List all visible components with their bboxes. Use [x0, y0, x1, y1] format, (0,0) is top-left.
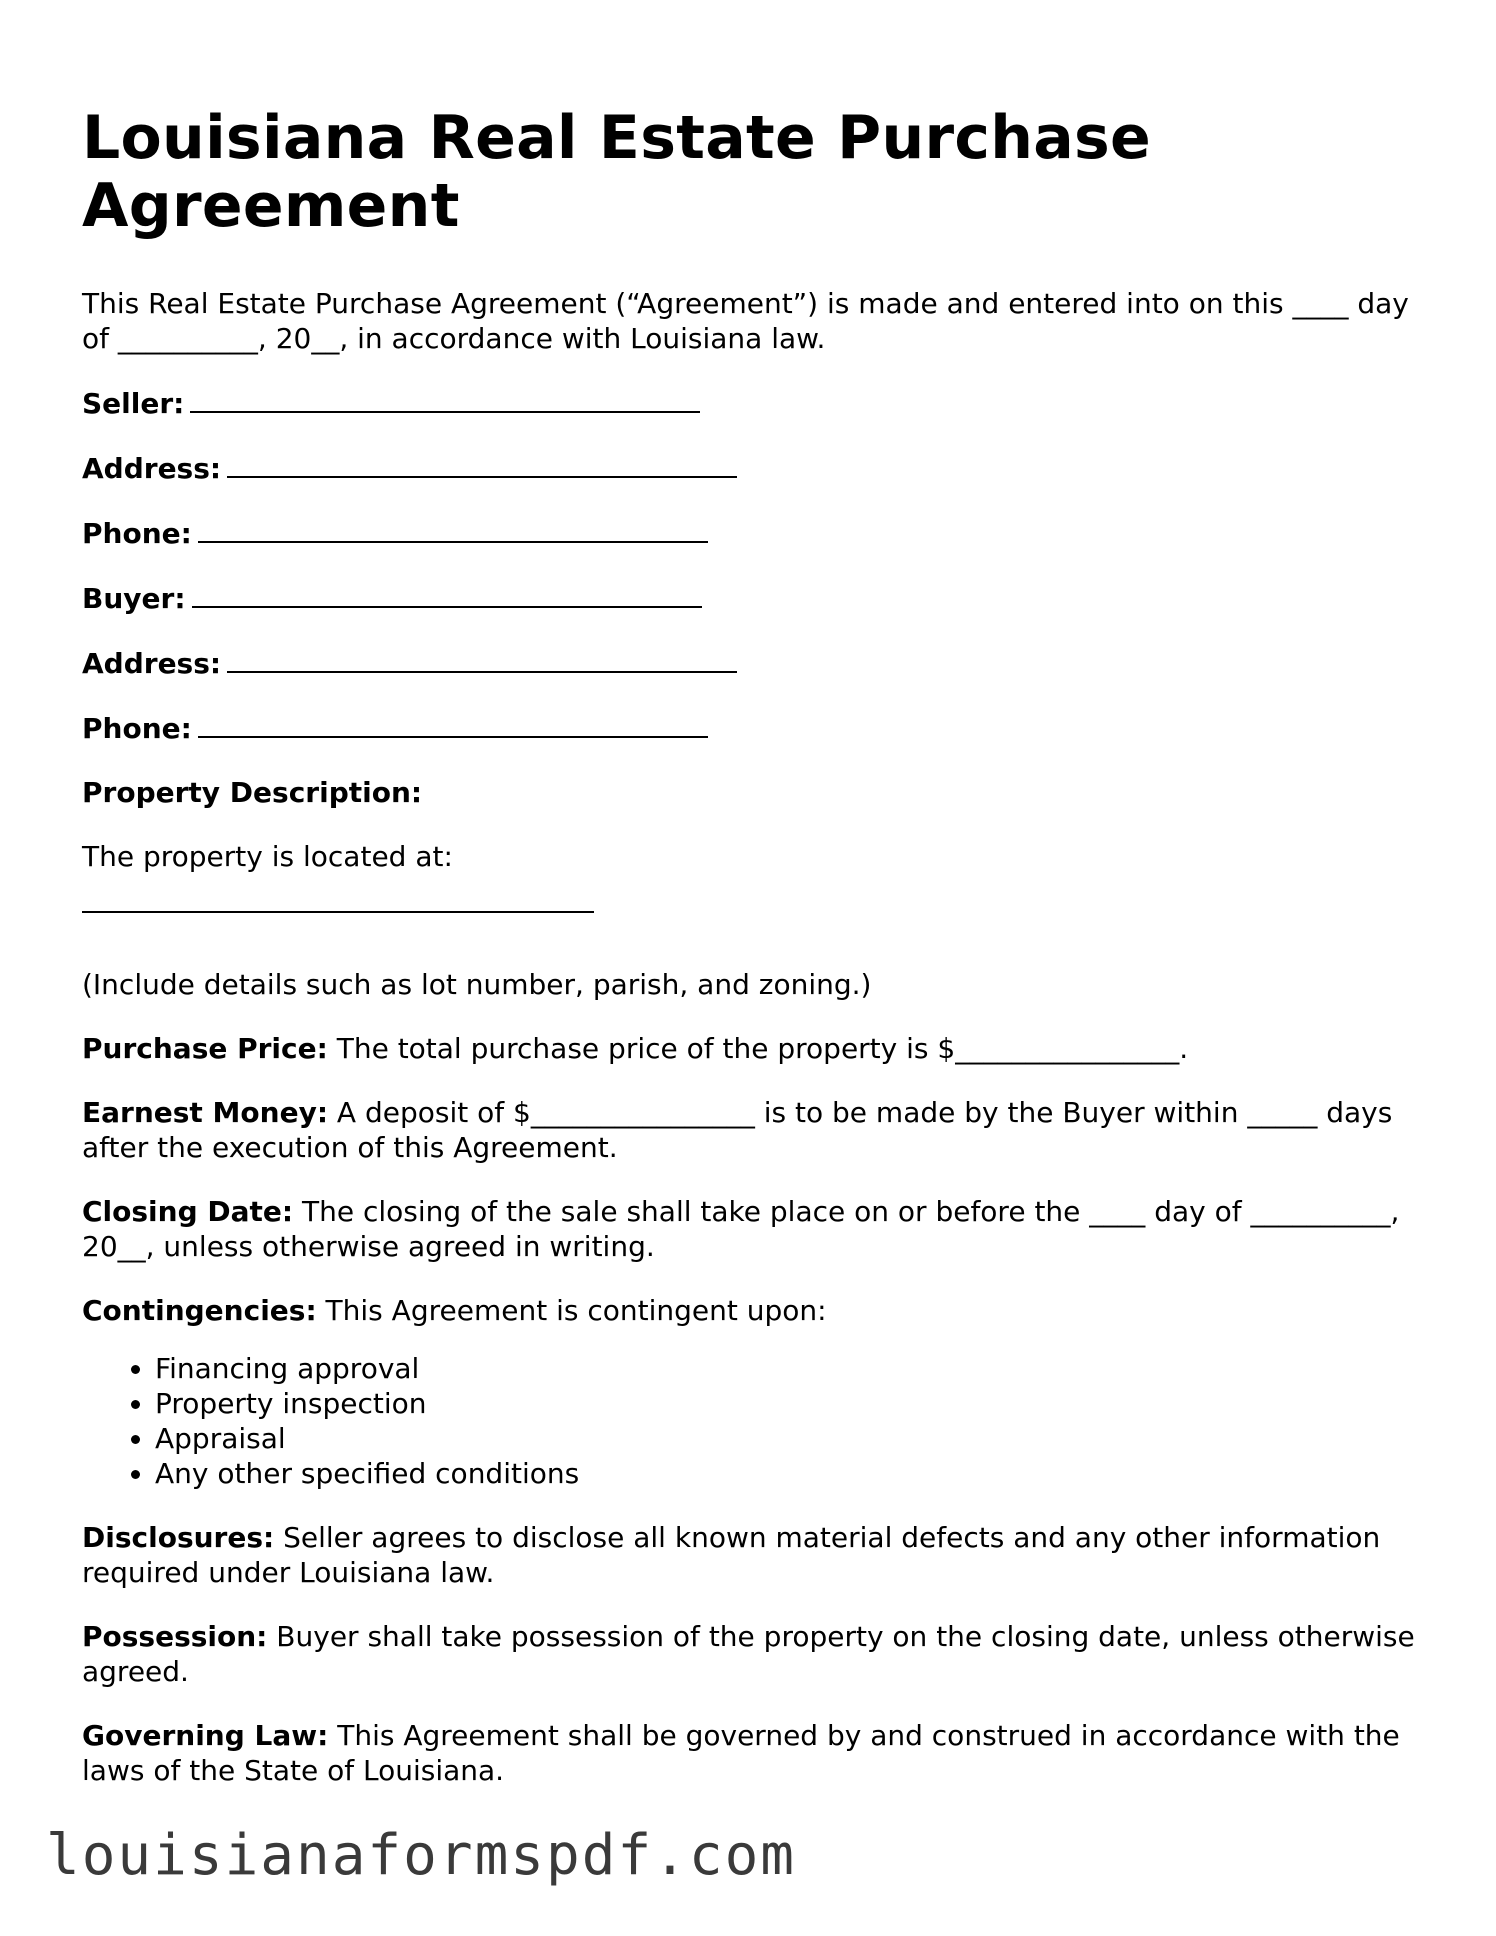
- disclosures-text: Seller agrees to disclose all known material defects and any other information required under Louisiana law.: [82, 1521, 1381, 1589]
- buyer-field: [82, 580, 1422, 616]
- document-page: [82, 104, 1422, 1817]
- disclosures-label: Disclosures:: [82, 1521, 275, 1554]
- property-address-blank[interactable]: [82, 909, 594, 913]
- document-title: Louisiana Real Estate Purchase Agreement: [82, 103, 1152, 241]
- earnest-money-text: A deposit of $________________ is to be made by the Buyer within _____ days after the execution of this Agreement.: [82, 1096, 1393, 1164]
- buyer-address-field: [82, 645, 1422, 681]
- purchase-price-section: [82, 1031, 1422, 1066]
- seller-phone-blank[interactable]: [198, 515, 708, 543]
- contingencies-list: [82, 1351, 1422, 1491]
- purchase-price-label: Purchase Price:: [82, 1032, 328, 1065]
- contingencies-section: [82, 1293, 1422, 1328]
- seller-phone-label: Phone:: [82, 517, 192, 550]
- seller-blank[interactable]: [190, 385, 700, 413]
- earnest-money-label: Earnest Money:: [82, 1096, 329, 1129]
- intro-paragraph: This Real Estate Purchase Agreement (“Agreement”) is made and entered into on this ____ day of __________, 20__, in accordance with Louisiana law.: [82, 287, 1409, 355]
- property-heading-label: Property Description:: [82, 776, 423, 809]
- buyer-phone-label: Phone:: [82, 712, 192, 745]
- governing-law-label: Governing Law:: [82, 1719, 329, 1752]
- buyer-phone-field: [82, 710, 1422, 746]
- possession-text: Buyer shall take possession of the property on the closing date, unless otherwise agreed.: [82, 1620, 1415, 1688]
- site-watermark: louisianaformspdf.com: [46, 1823, 797, 1888]
- buyer-phone-blank[interactable]: [198, 710, 708, 738]
- buyer-blank[interactable]: [192, 580, 702, 608]
- seller-address-field: [82, 450, 1422, 486]
- buyer-label: Buyer:: [82, 582, 186, 615]
- governing-law-text: This Agreement shall be governed by and construed in accordance with the laws of the State of Louisiana.: [82, 1719, 1400, 1787]
- possession-label: Possession:: [82, 1620, 268, 1653]
- list-item: • Appraisal: [155, 1421, 1422, 1456]
- seller-address-label: Address:: [82, 452, 222, 485]
- list-item: • Financing approval: [155, 1351, 1422, 1386]
- seller-phone-field: [82, 515, 1422, 551]
- contingencies-text: This Agreement is contingent upon:: [316, 1294, 827, 1327]
- closing-date-label: Closing Date:: [82, 1195, 294, 1228]
- possession-section: [82, 1619, 1422, 1689]
- disclosures-section: [82, 1520, 1422, 1590]
- seller-address-blank[interactable]: [227, 450, 737, 478]
- list-item: • Any other specified conditions: [155, 1456, 1422, 1491]
- property-note: (Include details such as lot number, parish, and zoning.): [82, 968, 872, 1001]
- earnest-money-section: [82, 1095, 1422, 1165]
- closing-date-text: The closing of the sale shall take place on or before the ____ day of __________, 20__, unless otherwise agreed in writing.: [82, 1195, 1400, 1263]
- seller-field: [82, 385, 1422, 421]
- property-located-at: The property is located at:: [82, 840, 453, 873]
- buyer-address-label: Address:: [82, 647, 222, 680]
- contingencies-label: Contingencies:: [82, 1294, 317, 1327]
- purchase-price-text: The total purchase price of the property is $________________.: [327, 1032, 1189, 1065]
- list-item: • Property inspection: [155, 1386, 1422, 1421]
- closing-date-section: [82, 1194, 1422, 1264]
- buyer-address-blank[interactable]: [227, 645, 737, 673]
- governing-law-section: [82, 1718, 1422, 1788]
- property-heading: [82, 775, 1422, 810]
- seller-label: Seller:: [82, 387, 185, 420]
